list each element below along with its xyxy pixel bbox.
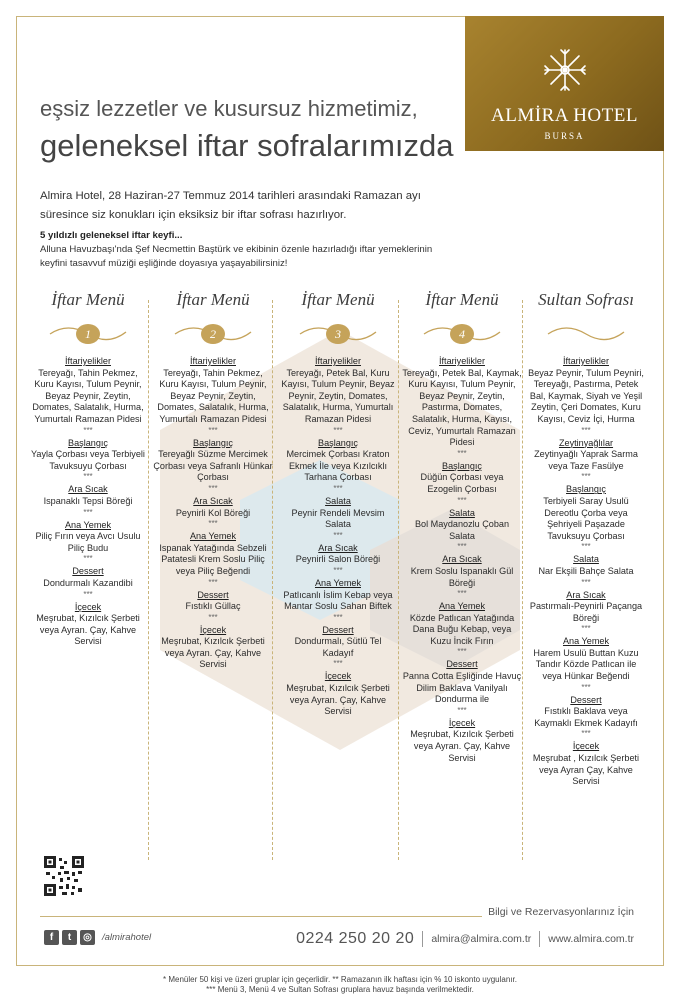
- menu-section: [402, 659, 522, 715]
- menu-section: [153, 531, 273, 587]
- section-separator: ***: [581, 729, 591, 739]
- website-link[interactable]: www.almira.com.tr: [548, 933, 634, 945]
- section-items: Peynir Rendeli Mevsim Salata: [291, 507, 385, 530]
- section-items: Peynirli Kol Böreği: [175, 507, 251, 518]
- menu-section: [402, 554, 522, 599]
- section-title: Zeytinyağlılar: [558, 437, 614, 448]
- section-separator: ***: [333, 425, 343, 435]
- section-separator: ***: [83, 472, 93, 482]
- menu-number-badge: [173, 320, 253, 346]
- section-title: İftariyelikler: [563, 356, 609, 366]
- menu-number-badge: [546, 320, 626, 346]
- section-items: Patlıcanlı İslim Kebap veya Mantar Soslu Sahan Biftek: [283, 589, 393, 612]
- menu-number: 4: [450, 324, 474, 344]
- section-separator: ***: [83, 425, 93, 435]
- hotel-name: ALMİRA HOTEL: [491, 105, 638, 126]
- section-title: Salata: [325, 495, 351, 506]
- headline-line1: eşsiz lezzetler ve kusursuz hizmetimiz,: [40, 96, 418, 121]
- section-title: Ara Sıcak: [193, 495, 233, 506]
- section-items: Mercimek Çorbası Kraton Ekmek İle veya Kızılcıklı Tarhana Çorbası: [286, 449, 390, 483]
- section-separator: ***: [83, 589, 93, 599]
- section-items: Meşrubat, Kızılcık Şerbeti veya Ayran. Çay, Kahve Servisi: [410, 729, 514, 763]
- menu-section: [153, 590, 273, 623]
- section-items: Meşrubat , Kızılcık Şerbeti veya Ayran Çay, Kahve Servisi: [532, 753, 640, 787]
- section-items: Tereyağı, Petek Bal, Kuru Kayısı, Tulum Peynir, Beyaz Peynir, Zeytin, Domates, Salatalık, Hurma, Yumurtalı Ramazan Pidesi: [281, 367, 395, 424]
- section-title: Başlangıç: [318, 437, 358, 448]
- menu-section: [28, 602, 148, 648]
- section-title: Salata: [573, 554, 599, 565]
- intro-highlight: 5 yıldızlı geleneksel iftar keyfi...: [40, 230, 183, 241]
- section-title: İçecek: [74, 601, 102, 612]
- menu-section: [153, 438, 273, 494]
- menu-section: [28, 520, 148, 565]
- menu-section: [526, 636, 646, 692]
- section-separator: ***: [581, 577, 591, 587]
- menu-column-3: [278, 290, 398, 720]
- menu-section: [526, 741, 646, 787]
- section-separator: ***: [457, 448, 467, 458]
- menu-title: İftar Menü: [176, 290, 250, 309]
- section-items: Piliç Fırın veya Avcı Usulu Piliç Budu: [35, 531, 141, 553]
- section-separator: ***: [457, 542, 467, 552]
- section-items: Panna Cotta Eşliğinde Havuç Dilim Baklava Vanilyalı Dondurma ile: [402, 671, 522, 705]
- menu-title: İftar Menü: [425, 290, 499, 309]
- email-link[interactable]: almira@almira.com.tr: [431, 933, 532, 945]
- menu-section: [402, 508, 522, 553]
- menu-section: [278, 578, 398, 623]
- section-items: Peynirli Salon Böreği: [295, 554, 381, 565]
- section-separator: ***: [457, 495, 467, 505]
- menu-section: [278, 438, 398, 494]
- section-items: Fıstıklı Baklava veya Kaymaklı Ekmek Kadayıfı: [534, 706, 638, 728]
- footnotes: [0, 975, 680, 995]
- section-title: İçecek: [199, 624, 227, 635]
- section-items: Közde Patlıcan Yatağında Dana Buğu Kebap, veya Kuzu İncik Fırın: [409, 612, 515, 646]
- section-title: Başlangıç: [442, 460, 482, 471]
- menu-section: [278, 625, 398, 670]
- menu-number: 1: [76, 324, 100, 344]
- menu-number-badge: [422, 320, 502, 346]
- section-items: Beyaz Peynir, Tulum Peyniri, Tereyağı, Pastırma, Petek Bal, Kaymak, Siyah ve Yeşil Zeytin, Çeri Domates, Kuru Kayısı, Ceviz İçi, Hurma: [528, 367, 644, 424]
- section-items: Dondurmalı Kazandibi: [43, 577, 133, 588]
- menu-section: [28, 438, 148, 483]
- section-title: Dessert: [570, 694, 602, 705]
- menu-section: [28, 566, 148, 599]
- instagram-icon[interactable]: ◎: [80, 930, 95, 945]
- section-items: Krem Soslu Ispanaklı Gül Böreği: [410, 565, 514, 588]
- section-separator: ***: [208, 612, 218, 622]
- menu-number: 2: [201, 324, 225, 344]
- section-items: Harem Usulü Buttan Kuzu Tandır Közde Patlıcan ile veya Hünkar Beğendi: [533, 647, 639, 682]
- contact-bar: [296, 930, 634, 948]
- menu-section: [153, 496, 273, 529]
- section-title: İftariyelikler: [439, 356, 485, 366]
- menu-number-badge: [48, 320, 128, 346]
- section-title: Ana Yemek: [189, 531, 236, 542]
- menu-title: İftar Menü: [301, 290, 375, 309]
- menu-section: [526, 590, 646, 635]
- menu-column-4: [402, 290, 522, 766]
- section-items: Meşrubat, Kızılcık Şerbeti veya Ayran. Çay, Kahve Servisi: [286, 683, 390, 717]
- menu-section: [278, 543, 398, 576]
- footnote-2: *** Menü 3, Menü 4 ve Sultan Sofrası gruplara havuz başında verilmektedir.: [206, 985, 474, 994]
- section-title: İftariyelikler: [65, 356, 111, 366]
- section-items: Tereyağlı Süzme Mercimek Çorbası veya Safranlı Hünkar Çorbası: [153, 449, 273, 483]
- section-items: Fıstıklı Güllaç: [185, 601, 241, 612]
- column-divider: [522, 300, 523, 860]
- section-items: Düğün Çorbası veya Ezogelin Çorbası: [420, 472, 504, 494]
- section-separator: ***: [457, 647, 467, 657]
- snowflake-logo-icon: [541, 46, 589, 94]
- section-items: Tereyağı, Petek Bal, Kaymak, Kuru Kayısı, Tulum Peynir, Beyaz Peynir, Zeytin, Pastırma, Domates, Salatalık, Hurma, Kayısı, Ceviz, Yumurtalı Ramazan Pidesi: [402, 367, 522, 448]
- section-separator: ***: [457, 589, 467, 599]
- section-title: İçecek: [448, 717, 476, 728]
- section-items: Yayla Çorbası veya Terbiyeli Tavuksuyu Çorbası: [31, 449, 145, 471]
- menu-column-5: [526, 290, 646, 790]
- reservation-info: Bilgi ve Rezervasyonlarınız İçin: [482, 906, 634, 918]
- menu-column-1: [28, 290, 148, 650]
- section-items: Ispanak Yatağında Sebzeli Patatesli Krem Soslu Piliç veya Piliç Beğendi: [159, 542, 267, 576]
- column-divider: [148, 300, 149, 860]
- section-items: Nar Ekşili Bahçe Salata: [538, 565, 634, 576]
- section-items: Ispanaklı Tepsi Böreği: [43, 495, 133, 506]
- section-title: İçecek: [572, 741, 600, 752]
- section-separator: ***: [208, 425, 218, 435]
- menu-section: [278, 496, 398, 541]
- facebook-icon[interactable]: f: [44, 930, 59, 945]
- section-title: İftariyelikler: [190, 356, 236, 366]
- section-separator: ***: [581, 624, 591, 634]
- section-items: Dondurmalı, Sütlü Tel Kadayıf: [294, 636, 382, 658]
- menu-number: 3: [326, 324, 350, 344]
- menu-section: [526, 438, 646, 483]
- section-title: Dessert: [197, 589, 229, 600]
- column-divider: [398, 300, 399, 860]
- menu-section: [526, 695, 646, 740]
- section-separator: ***: [457, 705, 467, 715]
- section-separator: ***: [581, 425, 591, 435]
- menu-section: [153, 356, 273, 436]
- menu-title: Sultan Sofrası: [538, 290, 634, 309]
- section-title: Dessert: [446, 659, 478, 670]
- section-separator: ***: [581, 542, 591, 552]
- menu-section: [526, 554, 646, 587]
- menu-number-badge: [298, 320, 378, 346]
- section-separator: ***: [208, 483, 218, 493]
- section-title: İçecek: [324, 671, 352, 682]
- section-items: Pastırmalı-Peynirli Paçanga Böreği: [529, 601, 643, 623]
- section-separator: ***: [333, 483, 343, 493]
- section-items: Meşrubat, Kızılcık Şerbeti veya Ayran. Çay, Kahve Servisi: [36, 613, 140, 647]
- twitter-icon[interactable]: t: [62, 930, 77, 945]
- section-separator: ***: [208, 577, 218, 587]
- qr-code-icon: [44, 856, 84, 896]
- intro-detail: Alluna Havuzbaşı'nda Şef Necmettin Baştürk ve ekibinin özenle hazırladığı iftar yemeklerinin keyfini tasavvuf müziği eşliğinde doyasıya yaşayabilirsiniz!: [40, 244, 433, 269]
- section-title: Salata: [449, 507, 475, 518]
- section-separator: ***: [333, 659, 343, 669]
- section-title: Dessert: [72, 566, 104, 577]
- menu-section: [402, 718, 522, 764]
- menu-title: İftar Menü: [51, 290, 125, 309]
- menu-section: [526, 356, 646, 436]
- section-title: Ana Yemek: [562, 636, 609, 647]
- ornament-swash-icon: [546, 320, 626, 346]
- section-separator: ***: [208, 519, 218, 529]
- menu-section: [402, 356, 522, 459]
- hotel-city: BURSA: [544, 131, 585, 141]
- menu-column-2: [153, 290, 273, 673]
- section-title: Başlangıç: [68, 437, 108, 448]
- section-items: Tereyağı, Tahin Pekmez, Kuru Kayısı, Tulum Peynir, Beyaz Peynir, Zeytin, Domates, Salatalık, Hurma, Yumurtalı Ramazan Pidesi: [157, 367, 269, 424]
- section-separator: ***: [83, 507, 93, 517]
- section-title: Ana Yemek: [438, 601, 485, 612]
- phone-number[interactable]: 0224 250 20 20: [296, 930, 415, 947]
- section-items: Bol Maydanozlu Çoban Salata: [414, 519, 510, 541]
- section-title: Başlangıç: [566, 484, 606, 495]
- menu-section: [28, 484, 148, 517]
- section-title: Dessert: [322, 624, 354, 635]
- section-separator: ***: [83, 554, 93, 564]
- menu-section: [526, 484, 646, 552]
- section-separator: ***: [333, 565, 343, 575]
- intro-text: Almira Hotel, 28 Haziran-27 Temmuz 2014 tarihleri arasındaki Ramazan ayı süresince siz konukları için eksiksiz bir iftar sofrası hazırlıyor.: [40, 190, 421, 221]
- section-title: İftariyelikler: [315, 356, 361, 366]
- section-items: Tereyağı, Tahin Pekmez, Kuru Kayısı, Tulum Peynir, Beyaz Peynir, Zeytin, Domates, Salatalık, Hurma, Yumurtalı Ramazan Pidesi: [32, 367, 144, 424]
- section-title: Başlangıç: [193, 437, 233, 448]
- section-items: Meşrubat, Kızılcık Şerbeti veya Ayran. Çay, Kahve Servisi: [161, 636, 265, 670]
- menu-section: [402, 601, 522, 657]
- section-title: Ara Sıcak: [68, 484, 108, 495]
- section-items: Terbiyeli Saray Usulü Dereotlu Çorba veya Şehriyeli Paşazade Tavuksuyu Çorbası: [543, 495, 629, 541]
- section-title: Ara Sıcak: [566, 589, 606, 600]
- menu-section: [278, 356, 398, 436]
- menu-section: [278, 671, 398, 717]
- section-title: Ana Yemek: [314, 577, 361, 588]
- section-separator: ***: [581, 682, 591, 692]
- footnote-1: * Menüler 50 kişi ve üzeri gruplar için geçerlidir. ** Ramazanın ilk haftası için % 10 iskonto uygulanır.: [163, 975, 517, 984]
- section-items: Zeytinyağlı Yaprak Sarma veya Taze Fasülye: [534, 449, 638, 471]
- separator-bar: [539, 931, 540, 947]
- section-title: Ara Sıcak: [442, 554, 482, 565]
- section-separator: ***: [333, 612, 343, 622]
- separator-bar: [422, 931, 423, 947]
- social-handle[interactable]: /almirahotel: [102, 932, 152, 943]
- hotel-logo: [465, 16, 664, 151]
- social-links: [44, 930, 151, 945]
- menu-section: [28, 356, 148, 436]
- section-title: Ara Sıcak: [318, 542, 358, 553]
- section-separator: ***: [581, 472, 591, 482]
- menu-section: [153, 625, 273, 671]
- menu-section: [402, 461, 522, 506]
- section-separator: ***: [333, 530, 343, 540]
- headline-line2: geleneksel iftar sofralarımızda: [40, 128, 454, 163]
- section-title: Ana Yemek: [64, 519, 111, 530]
